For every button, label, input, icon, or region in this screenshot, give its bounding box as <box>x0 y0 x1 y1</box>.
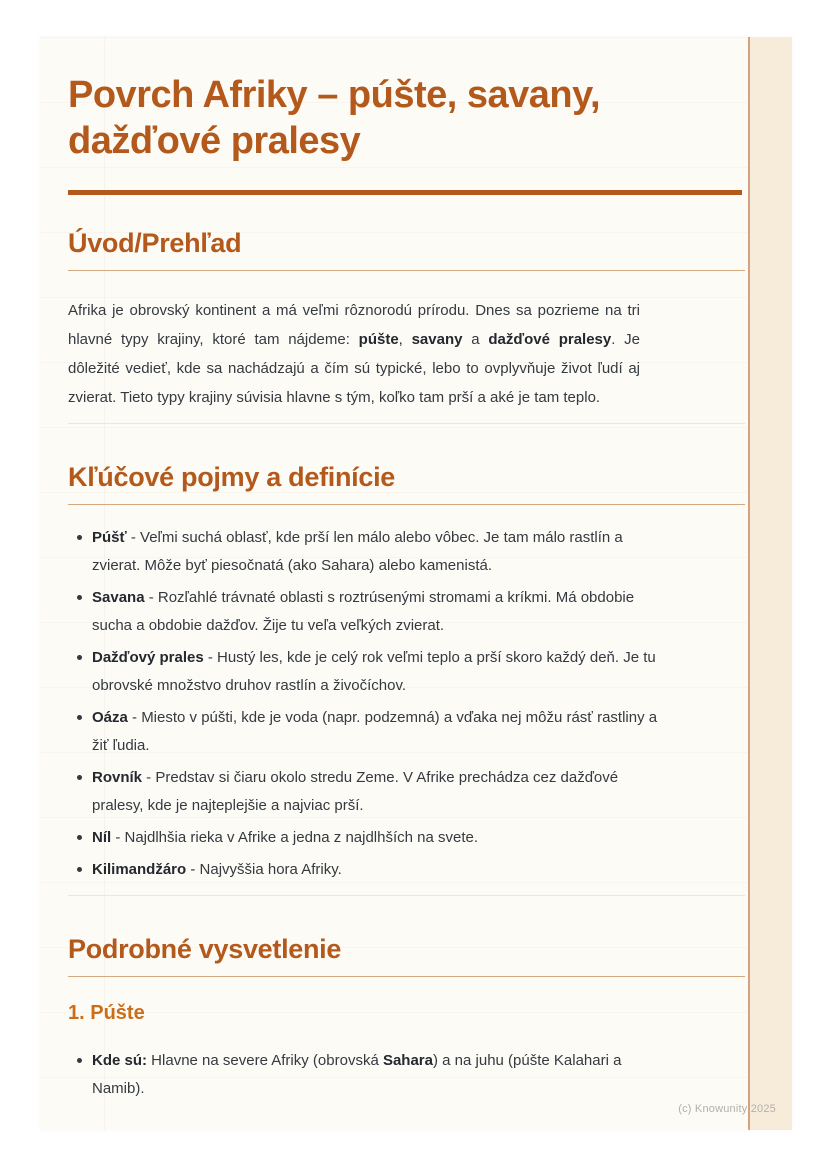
list-item: Savana - Rozľahlé trávnaté oblasti s roztrúsenými stromami a kríkmi. Má obdobie sucha a obdobie dažďov. Žije tu veľa veľkých zvierat. <box>68 584 658 640</box>
list-item: Púšť - Veľmi suchá oblasť, kde prší len málo alebo vôbec. Je tam málo rastlín a zvierat. Môže byť piesočnatá (ako Sahara) alebo kamenistá. <box>68 524 658 580</box>
document-title: Povrch Afriky – púšte, savany, dažďové pralesy <box>68 74 601 162</box>
paper-spine <box>748 37 792 1130</box>
page-card <box>40 37 792 1130</box>
section-heading-terms: Kľúčové pojmy a definície <box>68 461 745 505</box>
list-item: Dažďový prales - Hustý les, kde je celý rok veľmi teplo a prší skoro každý deň. Je tu obrovské množstvo druhov rastlín a živočíchov. <box>68 644 658 700</box>
document-content <box>68 37 745 1103</box>
section-divider <box>68 423 745 424</box>
section-divider <box>68 895 745 896</box>
section-heading-detail: Podrobné vysvetlenie <box>68 933 745 977</box>
list-item: Kde sú: Hlavne na severe Afriky (obrovská Sahara) a na juhu (púšte Kalahari a Namib). <box>68 1047 658 1103</box>
section-heading-intro: Úvod/Prehľad <box>68 227 745 271</box>
intro-paragraph: Afrika je obrovský kontinent a má veľmi rôznorodú prírodu. Dnes sa pozrieme na tri hlavné typy krajiny, ktoré tam nájdeme: púšte, savany a dažďové pralesy. Je dôležité vedieť, kde sa nachádzajú a čím sú typické, lebo to ovplyvňuje život ľudí aj zvierat. Tieto typy krajiny súvisia hlavne s tým, koľko tam prší a aké je tam teplo. <box>68 302 640 406</box>
terms-list <box>68 524 658 884</box>
list-item: Rovník - Predstav si čiaru okolo stredu Zeme. V Afrike prechádza cez dažďové pralesy, kde je najteplejšie a najviac prší. <box>68 764 658 820</box>
title-rule <box>68 190 742 195</box>
list-item: Kilimandžáro - Najvyššia hora Afriky. <box>68 856 658 884</box>
list-item: Oáza - Miesto v púšti, kde je voda (napr. podzemná) a vďaka nej môžu rásť rastliny a žiť ľudia. <box>68 704 658 760</box>
watermark: (c) Knowunity 2025 <box>678 1103 776 1115</box>
list-item: Níl - Najdlhšia rieka v Afrike a jedna z najdlhších na svete. <box>68 824 658 852</box>
subsection-heading-puste: 1. Púšte <box>68 1002 145 1024</box>
detail-list <box>68 1047 658 1103</box>
